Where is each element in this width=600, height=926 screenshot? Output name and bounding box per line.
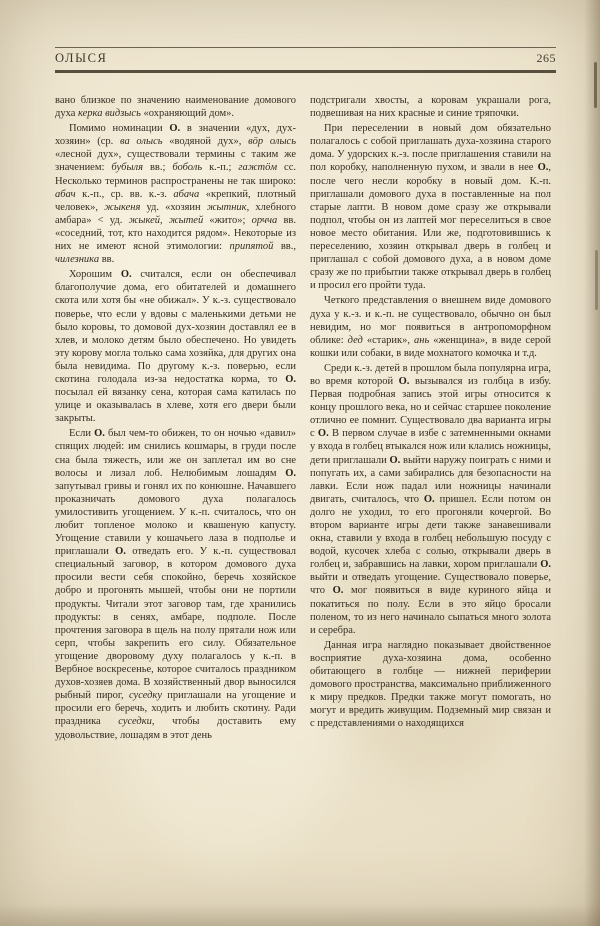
- paragraph: [310, 122, 551, 292]
- page-edge-shading: [584, 0, 600, 926]
- paragraph: [55, 268, 296, 425]
- text-run: запутывал гривы и гонял их по конюшне. Начавшего проказничать домового духа полагалось умилостивить угощением. У к.-п. считалось, что он любит топленое молоко и квашеную капусту. Угощение ставили у кошачьего лаза в подполье и приглашали: [55, 480, 296, 558]
- text-run: «женщина», в виде серой кошки или собаки, в виде мохнатого комочка и т.д.: [310, 334, 551, 359]
- text-run: вызывался из голбца в избу. Первая подробная запись этой игры относится к концу прошлого века, но и сейчас старшее поколение отлично ее помнит. Существовало два варианта игры с: [310, 375, 551, 440]
- entry-abbreviation-bold: О.: [285, 467, 296, 479]
- dialect-term-italic: суседку: [128, 690, 163, 702]
- dialect-term-italic: гажтöм: [238, 162, 278, 174]
- dialect-term-italic: ань: [414, 334, 430, 346]
- text-run: сс. Несколько терминов распространены не так широко:: [55, 162, 296, 187]
- text-run: выйти наружу поиграть с ними и попугать их, а сами забирались для безопасности на лавки. Если нож падал или ножницы начинали двигать, считалось, что: [310, 454, 551, 505]
- dialect-term-italic: жытник: [206, 201, 247, 213]
- text-run: Помимо номинации: [69, 123, 170, 135]
- text-run: Четкого представления о внешнем виде домового духа у к.-з. и к.-п. не существовало, обычно он был невидим, но мог появиться в антропоморфном облике:: [310, 295, 551, 346]
- text-run: Хорошим: [69, 269, 121, 281]
- left-column: [55, 94, 296, 742]
- text-run: «водяной дух»,: [162, 136, 249, 148]
- dialect-term-italic: вöр олысь: [248, 136, 296, 148]
- text-run: пришел. Если потом он долго не уходил, то его прогоняли кочергой. Во втором варианте игры дети также занавешивали окна, ставили у входа в голбец небольшую посуду с водой, кусочек хлеба с солью, открывали дверь в голбец и, забравшись на лавки, хором приглашали: [310, 493, 551, 571]
- text-run: приглашали на угощение и просили его беречь, ходить и любить скотину. Ради праздника: [55, 690, 296, 728]
- text-run: , хлебного амбара» < уд.: [55, 201, 296, 226]
- entry-abbreviation-bold: О.: [115, 546, 126, 558]
- text-run: вв.;: [143, 162, 173, 174]
- text-run: в значении «дух, дух-хозяин» (ср.: [55, 123, 296, 148]
- text-run: «жито»;: [203, 214, 252, 226]
- text-body: [55, 94, 551, 742]
- text-run: Если: [69, 428, 95, 440]
- entry-abbreviation-bold: О.: [317, 428, 329, 440]
- dialect-term-italic: боболь: [172, 162, 203, 174]
- running-header: [55, 51, 556, 66]
- entry-abbreviation-bold: О.: [423, 493, 435, 505]
- text-run: к.-п.;: [202, 162, 239, 174]
- text-run: «старик»,: [362, 334, 414, 346]
- text-run: вв.: [99, 254, 115, 266]
- dialect-term-italic: абач: [55, 188, 76, 200]
- page-number: 265: [536, 51, 556, 65]
- dialect-term-italic: орчча: [251, 214, 278, 226]
- text-run: к.-п., ср. вв. к.-з.: [75, 188, 174, 200]
- header-rule-thick: [55, 70, 556, 73]
- text-run: При переселении в новый дом обязательно полагалось с собой приглашать духа-хозяина старого дома. У удорских к.-з. после приглашения ставили на пол коробку, наполненную пухом, и звали в нее: [310, 123, 551, 174]
- dialect-term-italic: припятой: [229, 241, 274, 253]
- paragraph: [55, 94, 296, 120]
- binding-mark: [595, 250, 598, 310]
- dialect-term-italic: ва олысь: [120, 136, 163, 148]
- text-run: Данная игра наглядно показывает двойственное восприятие духа-хозяина дома, особенно обитающего в голбце — нижней периферии домового пространства, максимально приближенного к миру предков. Предки также могут помогать, но могут и вредить живущим. Подземный мир связан и с представлениями о находящихся: [310, 639, 551, 730]
- paragraph: [55, 427, 296, 741]
- text-run: , после чего несли коробку в новый дом. К.-п. приглашали домового духа в поставленные на пол старые лапти. В новом доме сразу же открывали подпол, чтобы он из лаптей мог переселиться в свое новое место обитания. Или же, подготовившись к переселению, хозяин открывал дверь в голбец и приглашал с собой домового духа, а в новом доме сразу же по прибытии также открывал дверь в голбец и просил его пройти туда.: [310, 162, 551, 292]
- dialect-term-italic: абача: [173, 188, 200, 200]
- text-run: отведать его. У к.-п. существовал специальный заговор, в котором домового духа просили вести себя спокойно, беречь хозяйское добро и прогонять мышей, чтобы они не портили продукты. Читали этот заговор там, где хранились продукты: в сенях, амбаре, подполе. После прочтения заговора в щель на полу прятали нож или серп, чтобы закрепить его силу. Обязательное угощение дворовому духу полагалось у к.-п. в Вербное воскресенье, которое считалось праздником духов-хозяев дома. В хозяйственный двор выносился рыбный пирог,: [55, 546, 297, 702]
- text-run: вв.,: [273, 241, 296, 253]
- entry-abbreviation-bold: О.: [94, 428, 105, 440]
- entry-abbreviation-bold: О.: [398, 375, 410, 387]
- paragraph: [55, 122, 296, 266]
- text-run: «лесной дух», существовали термины с таким же значением:: [55, 149, 296, 174]
- text-run: уд. «хозяин: [140, 201, 207, 213]
- text-run: считался, если он обеспечивал благополучие дома, его обитателей и домашнего скота или хотя бы «не обижал». У к.-з. существовало поверье, что если у вдовы с маленькими детьми не было коровы, то домовой дух-хозяин доставлял ее в хлев, и молоко детям было обеспечено. Но увидеть эту корову могла только сама хозяйка, для других она была невидима. По другому к.-з. поверью, если скотина голодала из-за недостатка корма, то: [55, 269, 296, 385]
- text-run: выйти и отведать угощение. Существовало поверье, что: [310, 572, 551, 597]
- entry-abbreviation-bold: О.: [389, 454, 401, 466]
- text-run: вв. «соседний, тот, кто находится рядом». Некоторые из них не имеют ясной этимологии:: [55, 214, 296, 253]
- binding-mark: [594, 62, 597, 108]
- page-edge-shading: [0, 904, 600, 926]
- entry-abbreviation-bold: О.: [332, 585, 344, 597]
- dialect-term-italic: суседки: [118, 716, 152, 728]
- text-run: «крепкий, плотный человек»,: [55, 188, 296, 213]
- entry-abbreviation-bold: О.: [540, 559, 551, 571]
- header-rule-thin: [55, 47, 556, 48]
- dialect-term-italic: бубыля: [111, 162, 144, 174]
- entry-abbreviation-bold: О.: [285, 373, 296, 385]
- entry-abbreviation-bold: О.: [169, 123, 181, 135]
- paragraph: [310, 294, 551, 359]
- paragraph: [310, 362, 551, 637]
- text-run: В первом случае в избе с затемненными окнами у входа в голбец втыкался нож или клались ножницы, дети приглашали: [310, 428, 551, 466]
- text-run: вано близкое по значению наименование домового духа: [55, 95, 296, 120]
- dialect-term-italic: керка видзысь: [78, 108, 141, 120]
- running-head-title: ОЛЫСЯ: [55, 51, 108, 65]
- entry-abbreviation-bold: О.: [537, 162, 549, 174]
- text-run: посылал ей вязанку сена, которая сама катилась по улице и оказывалась в хлеве, хотя его двери были закрыты.: [55, 387, 296, 425]
- dialect-term-italic: жыкей, жытей: [128, 214, 204, 226]
- text-run: мог появиться в виде куриного яйца и покатиться по полу. Если в это яйцо бросали поленом, то из него начинало сыпаться много золота и серебра.: [310, 585, 552, 636]
- dialect-term-italic: жыкеня: [104, 201, 141, 213]
- paragraph: [310, 94, 551, 120]
- text-run: , чтобы доставить ему удовольствие, лошадям в этот день: [55, 716, 297, 741]
- dialect-term-italic: дед: [347, 334, 363, 346]
- dialect-term-italic: чилезника: [55, 254, 100, 266]
- text-run: был чем-то обижен, то он ночью «давил» спящих людей: им снились кошмары, в груди после сна была тяжесть, или же он заплетал им во сне волосы и лизал лоб. Нелюбимым лошадям: [55, 428, 296, 479]
- right-column: [310, 94, 551, 742]
- text-run: «охраняющий дом».: [140, 108, 235, 120]
- text-run: подстригали хвосты, а коровам украшали рога, подвешивая на них красные и синие тряпочки.: [310, 95, 551, 120]
- paragraph: [310, 639, 551, 731]
- text-run: Среди к.-з. детей в прошлом была популярна игра, во время которой: [310, 362, 551, 387]
- entry-abbreviation-bold: О.: [120, 269, 132, 281]
